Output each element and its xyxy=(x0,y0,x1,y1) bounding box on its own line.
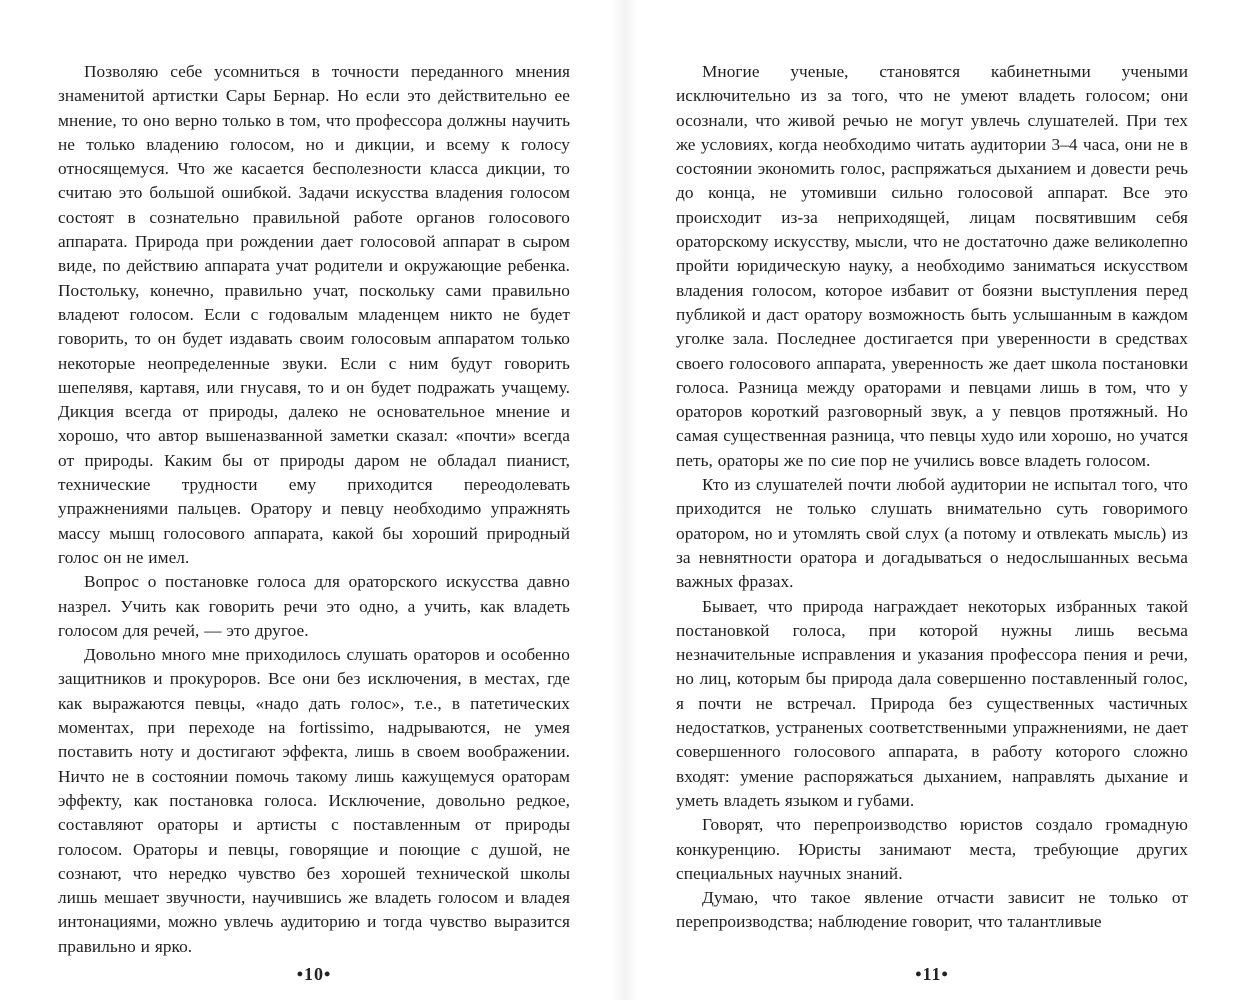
page-number: •10• xyxy=(296,964,332,984)
paragraph: Позволяю себе усомниться в точности переданного мнения знаменитой артистки Сары Бернар. Но если это действительно ее мнение, то оно верно только в том, что профессора должны научить не только владению голосом, но и дикции, и всему к голосу относящемуся. Что же касается бесполезности класса дикции, то считаю это большой ошибкой. Задачи искусства владения голосом состоят в сознательно правильной работе органов голосового аппарата. Природа при рождении дает голосовой аппарат в сыром виде, по действию аппарата учат родители и окружающие ребенка. Постольку, конечно, правильно учат, поскольку сами правильно владеют голосом. Если с годовалым младенцем никто не будет говорить, то он будет издавать своим голосовым аппаратом только некоторые неопределенные звуки. Если с ним будут говорить шепелявя, картавя, или гнусавя, то и он будет подражать учащему. Дикция всегда от природы, далеко не основательное мнение и хорошо, что автор вышеназванной заметки сказал: «почти» всегда от природы. Каким бы от природы даром не обладал пианист, технические трудности ему приходится переодолевать упражнениями пальцев. Оратору и певцу необходимо упражнять массу мышц голосового аппарата, какой бы хороший природный голос он не имел. xyxy=(58,62,570,567)
right-page-body xyxy=(676,60,1188,932)
paragraph: Говорят, что перепроизводство юристов создало громадную конкуренцию. Юристы занимают места, требующие других специальных научных знаний. xyxy=(676,815,1188,883)
paragraph: Многие ученые, становятся кабинетными учеными исключительно из за того, что не умеют владеть голосом; они осознали, что живой речью не могут увлечь слушателей. При тех же условиях, когда необходимо читать аудитории 3–4 часа, они не в состоянии экономить голос, распряжаться дыханием и довести речь до конца, не утомивши сильно голосовой аппарат. Все это происходит из-за неприходящей, лицам посвятившим себя ораторскому искусству, мысли, что не достаточно даже великолепно пройти юридическую науку, а необходимо заниматься искусством владения голосом, которое избавит от боязни выступления перед публикой и даст оратору возможность быть услышанным в каждом уголке зала. Последнее достигается при уверенности в средствах своего голосового аппарата, уверенность же дает школа постановки голоса. Разница между ораторами и певцами лишь в том, что у ораторов короткий разговорный звук, а у певцов протяжный. Но самая существенная разница, что певцы худо или хорошо, но учатся петь, ораторы же по сие пор не учились вовсе владеть голосом. xyxy=(676,62,1188,470)
page-number: •11• xyxy=(915,964,949,984)
paragraph: Думаю, что такое явление отчасти зависит не только от перепроизводства; наблюдение говорит, что талантливые xyxy=(676,888,1188,932)
left-page-body xyxy=(58,60,570,956)
right-page xyxy=(676,60,1188,984)
paragraph: Вопрос о постановке голоса для ораторского искусства давно назрел. Учить как говорить речи это одно, а учить, как владеть голосом для речей, — это другое. xyxy=(58,572,570,640)
paragraph: Бывает, что природа награждает некоторых избранных такой постановкой голоса, при которой нужны лишь весьма незначительные исправления и указания профессора пения и речи, но лиц, которым бы природа дала совершенно поставленный голос, я почти не встречал. Природа без существенных частичных недостатков, устраненых соответственными упражнениями, не дает совершенного голосового аппарата, в работу которого сложно входят: умение распоряжаться дыханием, направлять дыхание и уметь владеть языком и губами. xyxy=(676,596,1188,810)
left-page xyxy=(58,60,570,984)
paragraph: Довольно много мне приходилось слушать ораторов и особенно защитников и прокуроров. Все они без исключения, в местах, где как выражаются певцы, «надо дать голос», т.е., в патетических моментах, при переходе на fortissimo, надрываются, не умея поставить ноту и достигают эффекта, лишь в своем воображении. Ничто не в состоянии помочь такому лишь кажущемуся ораторам эффекту, как постановка голоса. Исключение, довольно редкое, составляют ораторы и артисты с поставленным от природы голосом. Ораторы и певцы, говорящие и поющие с душой, не сознают, что нередко чувство без хорошей технической школы лишь мешает звучности, научившись же владеть голосом и владея интонациями, можно увлечь аудиторию и тогда чувство выразится правильно и ярко. xyxy=(58,645,570,956)
paragraph: Кто из слушателей почти любой аудитории не испытал того, что приходится не только слушать внимательно суть говоримого оратором, но и утомлять свой слух (а потому и отвлекать мысль) из за невнятности оратора и догадываться о недослышанных весьма важных фразах. xyxy=(676,475,1188,592)
